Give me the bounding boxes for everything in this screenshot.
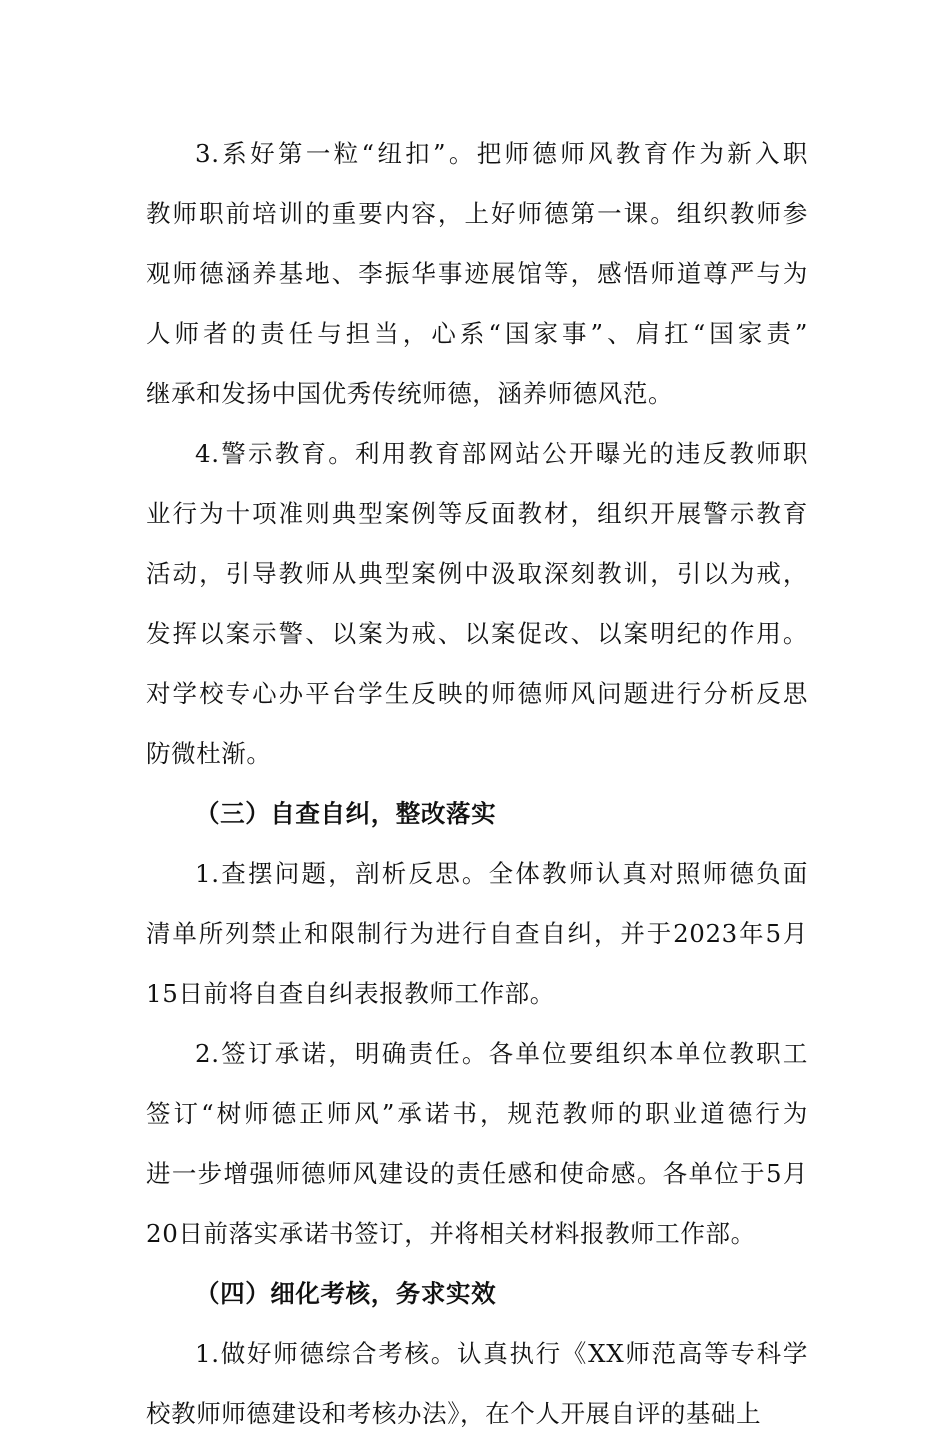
section-heading xyxy=(146,784,808,844)
paragraph xyxy=(146,124,808,424)
text-line: 发挥以案示警、以案为戒、以案促改、以案明纪的作用。 xyxy=(146,619,808,648)
text-line: 业行为十项准则典型案例等反面教材，组织开展警示教育 xyxy=(146,499,808,528)
text-line: 1.做好师德综合考核。认真执行《XX师范高等专科学 xyxy=(195,1339,808,1368)
text-line: 3.系好第一粒“纽扣”。把师德师风教育作为新入职 xyxy=(195,139,808,168)
text-line: 对学校专心办平台学生反映的师德师风问题进行分析反思 xyxy=(146,679,808,708)
section-heading xyxy=(146,1264,808,1324)
text-line: 教师职前培训的重要内容，上好师德第一课。组织教师参 xyxy=(146,199,808,228)
text-line: 继承和发扬中国优秀传统师德，涵养师德风范。 xyxy=(146,379,674,408)
text-line: 防微杜渐。 xyxy=(146,739,272,768)
text-line: 人师者的责任与担当，心系“国家事”、肩扛“国家责” xyxy=(146,319,808,348)
paragraph xyxy=(146,1024,808,1264)
text-line: 1.查摆问题，剖析反思。全体教师认真对照师德负面 xyxy=(195,859,808,888)
text-line: 清单所列禁止和限制行为进行自查自纠，并于2023年5月 xyxy=(146,919,808,948)
text-line: 进一步增强师德师风建设的责任感和使命感。各单位于5月 xyxy=(146,1159,808,1188)
text-line: 校教师师德建设和考核办法》，在个人开展自评的基础上 xyxy=(146,1399,762,1428)
text-line: （四）细化考核，务求实效 xyxy=(195,1279,497,1308)
text-line: （三）自查自纠，整改落实 xyxy=(195,799,497,828)
text-line: 2.签订承诺，明确责任。各单位要组织本单位教职工 xyxy=(195,1039,808,1068)
text-line: 15日前将自查自纠表报教师工作部。 xyxy=(146,979,555,1008)
paragraph xyxy=(146,1324,808,1444)
text-line: 签订“树师德正师风”承诺书，规范教师的职业道德行为 xyxy=(146,1099,808,1128)
text-line: 4.警示教育。利用教育部网站公开曝光的违反教师职 xyxy=(195,439,808,468)
paragraph xyxy=(146,424,808,784)
paragraph xyxy=(146,844,808,1024)
text-line: 活动，引导教师从典型案例中汲取深刻教训，引以为戒， xyxy=(146,559,808,588)
text-line: 观师德涵养基地、李振华事迹展馆等，感悟师道尊严与为 xyxy=(146,259,808,288)
text-line: 20日前落实承诺书签订，并将相关材料报教师工作部。 xyxy=(146,1219,756,1248)
document-page xyxy=(146,124,808,1444)
